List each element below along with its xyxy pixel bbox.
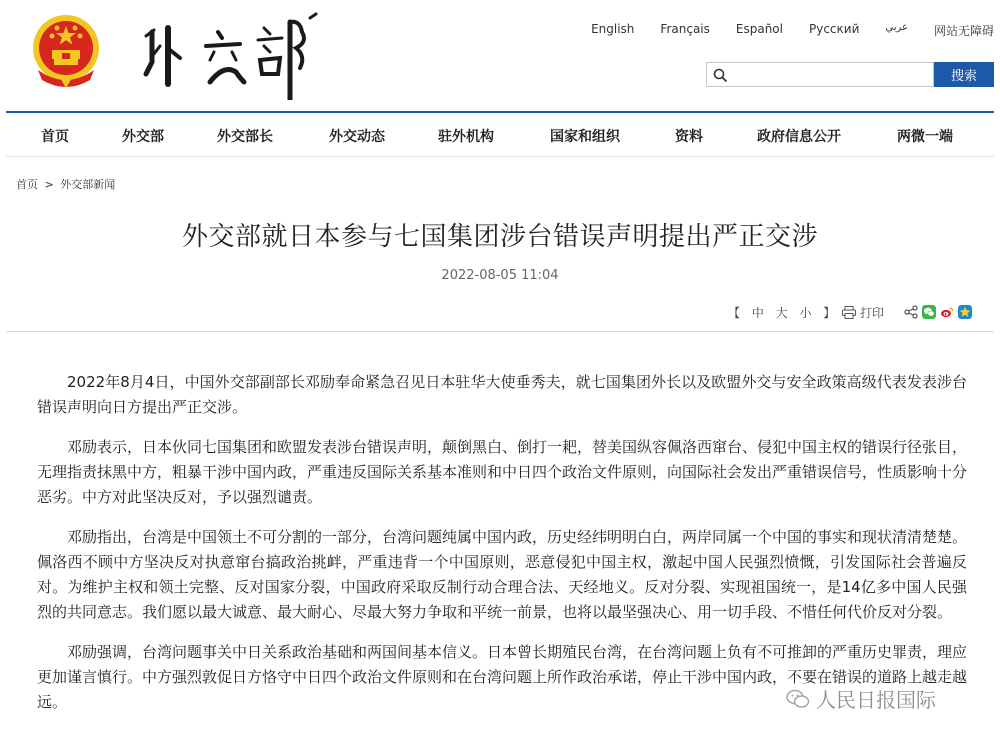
lang-arabic-link[interactable]: عربي bbox=[885, 22, 908, 33]
printer-icon bbox=[842, 306, 856, 319]
share-icon[interactable] bbox=[904, 305, 918, 319]
article-date: 2022-08-05 11:04 bbox=[441, 268, 559, 283]
nav-item-ministry[interactable]: 外交部 bbox=[122, 129, 164, 145]
lang-russian-link[interactable]: Русский bbox=[808, 22, 860, 36]
nav-item-social-media[interactable]: 两微一端 bbox=[897, 129, 953, 145]
wechat-watermark bbox=[786, 684, 936, 713]
font-size-selector[interactable]: 【 中 大 小 】 bbox=[728, 306, 836, 320]
nav-item-resources[interactable]: 资料 bbox=[675, 129, 703, 145]
search-button[interactable]: 搜索 bbox=[934, 62, 994, 87]
wechat-icon[interactable] bbox=[922, 305, 936, 319]
breadcrumb bbox=[16, 176, 118, 192]
article-paragraph: 邓励指出，台湾是中国领土不可分割的一部分，台湾问题纯属中国内政，历史经纬明明白白，两岸同属一个中国的事实和现状清清楚楚。佩洛西不顾中方坚决反对执意窜台搞政治挑衅，严重违背一个中国原则，恶意侵犯中国主权，激起中国人民强烈愤慨，引发国际社会普遍反对。为维护主权和领土完整、反对国家分裂，中国政府采取反制行动合理合法、天经地义。反对分裂、实现祖国统一，是14亿多中国人民强烈的共同意志。我们愿以最大诚意、最大耐心、尽最大努力争取和平统一前景，也将以最坚强决心、用一切手段、不惜任何代价反对分裂。 bbox=[37, 528, 968, 621]
lang-english-link[interactable]: English bbox=[591, 22, 635, 36]
search-bar bbox=[706, 62, 994, 87]
watermark-text: 人民日报国际 bbox=[816, 688, 936, 712]
nav-item-gov-info[interactable]: 政府信息公开 bbox=[757, 129, 841, 145]
print-button[interactable] bbox=[842, 304, 884, 321]
article-title: 外交部就日本参与七国集团涉台错误声明提出严正交涉 bbox=[181, 222, 818, 252]
site-header bbox=[0, 0, 1000, 112]
search-box bbox=[706, 62, 934, 87]
qzone-icon[interactable] bbox=[958, 305, 972, 319]
weibo-icon[interactable] bbox=[940, 305, 954, 319]
lang-french-link[interactable]: Français bbox=[660, 22, 710, 36]
print-label: 打印 bbox=[860, 306, 885, 320]
national-emblem-logo[interactable] bbox=[30, 10, 102, 90]
ministry-calligraphy-logo bbox=[140, 12, 320, 100]
nav-item-missions-abroad[interactable]: 驻外机构 bbox=[438, 129, 494, 145]
article-paragraph: 邓励表示，日本伙同七国集团和欧盟发表涉台错误声明，颠倒黑白、倒打一耙，替美国纵容佩洛西窜台、侵犯中国主权的错误行径张目，无理指责抹黑中方，粗暴干涉中国内政，严重违反国际关系基本准则和中日四个政治文件原则，向国际社会发出严重错误信号，性质影响十分恶劣。中方对此坚决反对，予以强烈谴责。 bbox=[37, 438, 968, 506]
breadcrumb-home[interactable]: 首页 bbox=[16, 178, 38, 191]
nav-item-countries-orgs[interactable]: 国家和组织 bbox=[550, 129, 620, 145]
accessibility-link[interactable]: 网站无障碍 bbox=[933, 24, 994, 38]
nav-item-diplomatic-news[interactable]: 外交动态 bbox=[329, 129, 385, 145]
search-input[interactable] bbox=[733, 65, 929, 85]
search-icon bbox=[712, 67, 728, 83]
breadcrumb-section[interactable]: 外交部新闻 bbox=[60, 178, 116, 191]
article-tools bbox=[0, 304, 1000, 324]
lang-spanish-link[interactable]: Español bbox=[735, 22, 783, 36]
breadcrumb-separator: > bbox=[44, 178, 54, 191]
nav-item-minister[interactable]: 外交部长 bbox=[217, 129, 273, 145]
wechat-logo-icon bbox=[786, 688, 810, 710]
language-bar bbox=[565, 22, 994, 39]
nav-item-home[interactable]: 首页 bbox=[41, 129, 69, 145]
article-paragraph: 邓励强调，台湾问题事关中日关系政治基础和两国间基本信义。日本曾长期殖民台湾，在台湾问题上负有不可推卸的严重历史罪责，理应更加谨言慎行。中方强烈敦促日方恪守中日四个政治文件原则和在台湾问题上所作政治承诺，停止干涉中国内政，不要在错误的道路上越走越远。 bbox=[37, 643, 968, 711]
share-bar bbox=[904, 305, 972, 319]
article-paragraph: 2022年8月4日，中国外交部副部长邓励奉命紧急召见日本驻华大使垂秀夫，就七国集团外长以及欧盟外交与安全政策高级代表发表涉台错误声明向日方提出严正交涉。 bbox=[37, 373, 967, 416]
title-divider bbox=[6, 331, 994, 332]
main-nav bbox=[6, 113, 994, 157]
article-body bbox=[37, 370, 967, 730]
